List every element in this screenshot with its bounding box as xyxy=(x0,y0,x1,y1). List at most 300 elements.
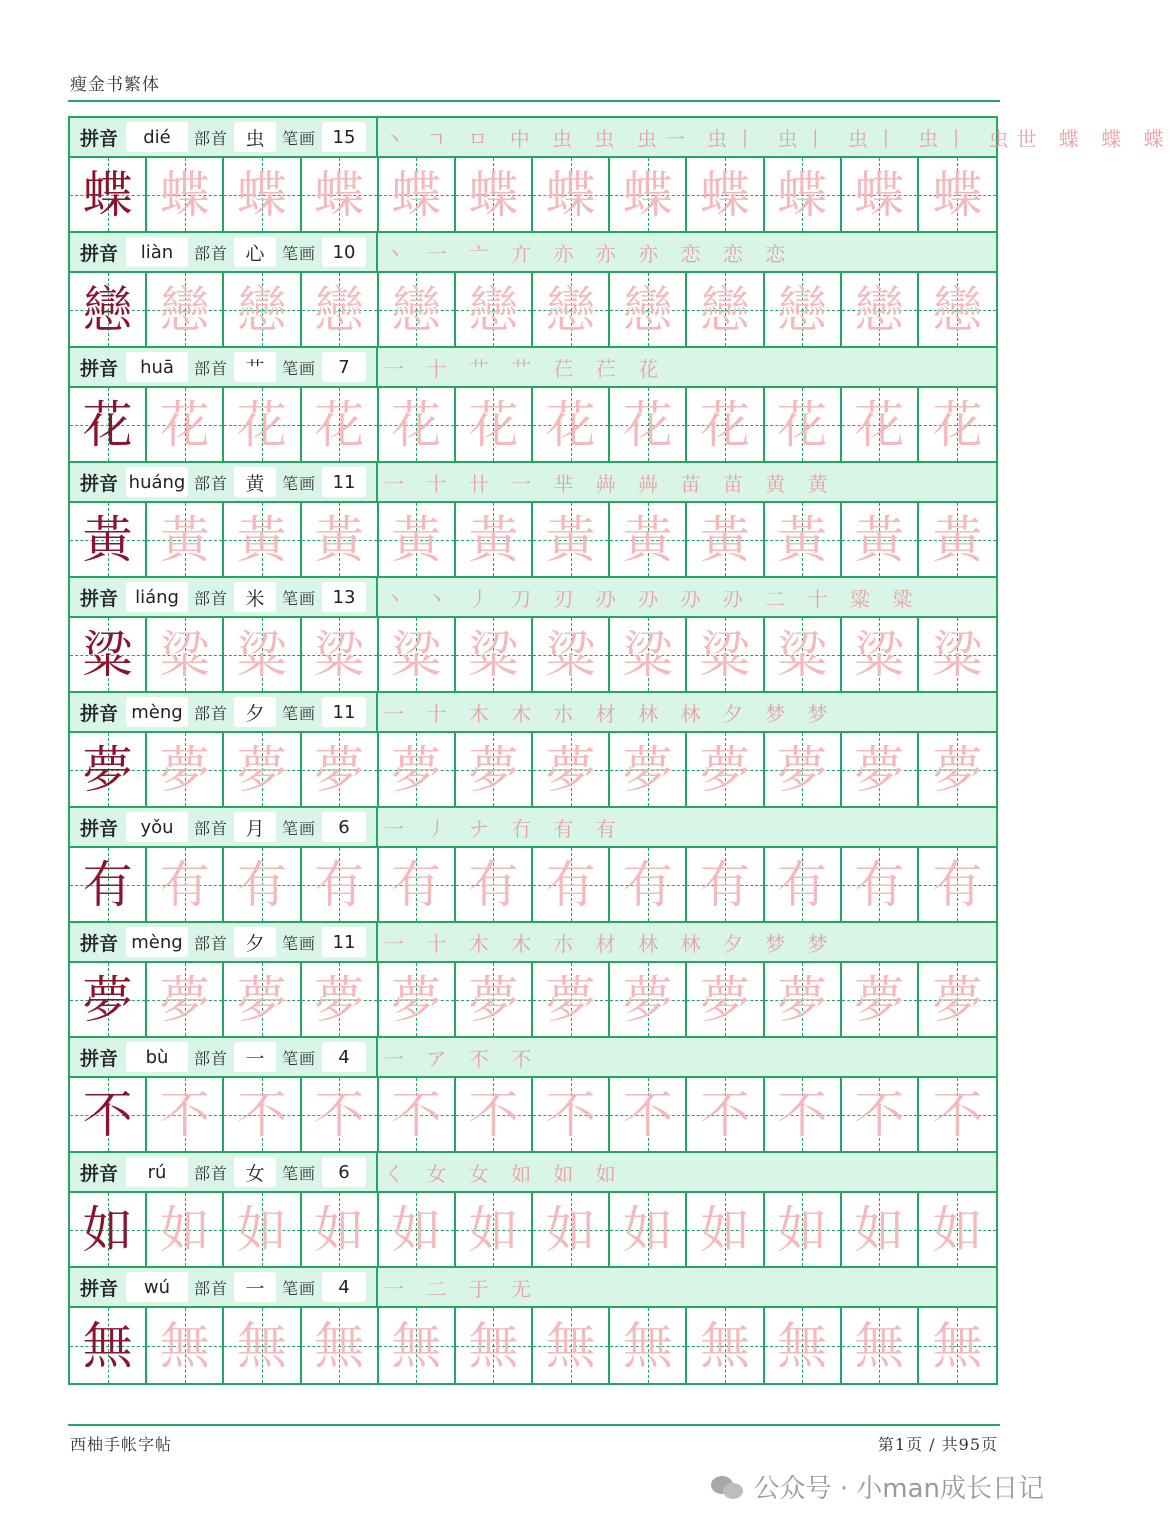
trace-cell xyxy=(765,1308,842,1383)
trace-character: 不 xyxy=(391,1085,442,1144)
info-row xyxy=(70,1153,996,1193)
page-number: 第1页 / 共95页 xyxy=(877,1435,998,1454)
trace-character: 粱 xyxy=(932,625,983,684)
pinyin-label: 拼音 xyxy=(79,1047,118,1070)
trace-cell xyxy=(379,618,456,691)
stroke-count: 6 xyxy=(322,1157,366,1187)
trace-cell xyxy=(765,1193,842,1266)
stroke-count: 4 xyxy=(322,1272,366,1302)
trace-character: 夢 xyxy=(699,740,750,799)
stroke-count: 7 xyxy=(322,352,366,382)
trace-character: 粱 xyxy=(545,625,596,684)
model-character: 無 xyxy=(82,1316,133,1375)
pinyin-value: rú xyxy=(126,1157,188,1187)
trace-character: 如 xyxy=(932,1200,983,1259)
trace-character: 有 xyxy=(314,855,365,914)
stroke-order: 一 丿 ナ 冇 有 有 xyxy=(376,808,996,846)
stroke-order: 一 二 于 无 xyxy=(376,1268,996,1306)
watermark-text: 公众号 · 小man成长日记 xyxy=(753,1474,1044,1504)
trace-cell xyxy=(456,503,533,576)
trace-character: 無 xyxy=(391,1316,442,1375)
trace-character: 花 xyxy=(777,395,828,454)
trace-cell xyxy=(147,618,224,691)
trace-cell xyxy=(302,1308,379,1383)
trace-character: 無 xyxy=(622,1316,673,1375)
trace-cell xyxy=(610,618,687,691)
pinyin-value: huáng xyxy=(126,467,188,497)
trace-character: 夢 xyxy=(699,970,750,1029)
trace-character: 戀 xyxy=(777,280,828,339)
trace-cell xyxy=(302,618,379,691)
trace-cell xyxy=(842,963,919,1036)
trace-character: 黃 xyxy=(699,510,750,569)
model-character: 蝶 xyxy=(82,165,133,224)
trace-cell xyxy=(224,733,301,806)
trace-character: 蝶 xyxy=(391,165,442,224)
trace-cell xyxy=(919,1193,996,1266)
pinyin-value: yǒu xyxy=(126,812,188,842)
radical-value: 米 xyxy=(234,582,276,612)
trace-character: 蝶 xyxy=(236,165,287,224)
trace-cell xyxy=(533,1193,610,1266)
trace-character: 有 xyxy=(699,855,750,914)
trace-character: 有 xyxy=(854,855,905,914)
model-character: 戀 xyxy=(82,280,133,339)
character-entry xyxy=(70,578,996,693)
trace-cell xyxy=(919,158,996,231)
trace-cell xyxy=(379,1308,456,1383)
radical-label: 部首 xyxy=(193,588,228,608)
stroke-count: 11 xyxy=(322,467,366,497)
trace-character: 無 xyxy=(932,1316,983,1375)
radical-label: 部首 xyxy=(193,818,228,838)
strokes-label: 笔画 xyxy=(281,933,316,953)
trace-character: 黃 xyxy=(545,510,596,569)
trace-cell xyxy=(302,848,379,921)
trace-cell xyxy=(842,503,919,576)
character-entry xyxy=(70,1268,996,1383)
trace-character: 戀 xyxy=(932,280,983,339)
trace-character: 不 xyxy=(699,1085,750,1144)
trace-character: 粱 xyxy=(236,625,287,684)
trace-cell xyxy=(610,963,687,1036)
trace-character: 粱 xyxy=(777,625,828,684)
strokes-label: 笔画 xyxy=(281,818,316,838)
info-row xyxy=(70,578,996,618)
trace-cell xyxy=(147,1193,224,1266)
trace-cell xyxy=(842,1308,919,1383)
trace-cell xyxy=(842,733,919,806)
stroke-order: 一 十 木 木 朩 材 林 林 夕 梦 梦 xyxy=(376,923,996,961)
trace-cell xyxy=(533,963,610,1036)
info-row xyxy=(70,233,996,273)
trace-character: 戀 xyxy=(159,280,210,339)
page-header-title: 瘦金书繁体 xyxy=(70,75,160,95)
radical-value: 月 xyxy=(234,812,276,842)
trace-character: 不 xyxy=(932,1085,983,1144)
trace-cell xyxy=(919,503,996,576)
trace-cell xyxy=(533,733,610,806)
stroke-count: 10 xyxy=(322,237,366,267)
trace-character: 無 xyxy=(854,1316,905,1375)
footer-brand: 西柚手帐字帖 xyxy=(70,1435,173,1454)
trace-cell xyxy=(302,503,379,576)
trace-character: 如 xyxy=(468,1200,519,1259)
trace-character: 不 xyxy=(777,1085,828,1144)
trace-character: 黃 xyxy=(932,510,983,569)
radical-label: 部首 xyxy=(193,1048,228,1068)
character-entry xyxy=(70,1038,996,1153)
trace-character: 夢 xyxy=(932,970,983,1029)
trace-character: 不 xyxy=(854,1085,905,1144)
pinyin-value: liáng xyxy=(126,582,188,612)
trace-character: 不 xyxy=(545,1085,596,1144)
trace-cell xyxy=(147,503,224,576)
practice-grid-row xyxy=(70,848,996,923)
trace-character: 粱 xyxy=(622,625,673,684)
trace-character: 無 xyxy=(236,1316,287,1375)
trace-character: 如 xyxy=(391,1200,442,1259)
model-character: 如 xyxy=(82,1200,133,1259)
strokes-label: 笔画 xyxy=(281,588,316,608)
trace-character: 夢 xyxy=(314,970,365,1029)
practice-sheet xyxy=(68,116,1172,1385)
trace-cell xyxy=(147,848,224,921)
pinyin-label: 拼音 xyxy=(79,1162,118,1185)
pinyin-value: liàn xyxy=(126,237,188,267)
trace-cell xyxy=(379,1193,456,1266)
strokes-label: 笔画 xyxy=(281,703,316,723)
stroke-count: 13 xyxy=(322,582,366,612)
model-cell xyxy=(70,1193,147,1266)
trace-cell xyxy=(919,1308,996,1383)
footer-rule xyxy=(68,1424,1000,1426)
character-entry xyxy=(70,233,996,348)
model-cell xyxy=(70,503,147,576)
trace-character: 花 xyxy=(932,395,983,454)
trace-character: 夢 xyxy=(545,970,596,1029)
stroke-count: 4 xyxy=(322,1042,366,1072)
trace-cell xyxy=(842,848,919,921)
trace-cell xyxy=(224,503,301,576)
trace-cell xyxy=(919,733,996,806)
pinyin-value: mèng xyxy=(126,697,188,727)
trace-cell xyxy=(533,158,610,231)
radical-value: 艹 xyxy=(234,352,276,382)
trace-cell xyxy=(302,158,379,231)
trace-character: 戀 xyxy=(854,280,905,339)
trace-cell xyxy=(610,273,687,346)
strokes-label: 笔画 xyxy=(281,1048,316,1068)
wechat-icon xyxy=(711,1474,745,1500)
trace-cell xyxy=(456,963,533,1036)
trace-cell xyxy=(687,963,764,1036)
radical-value: 虫 xyxy=(234,122,276,152)
trace-cell xyxy=(456,388,533,461)
strokes-label: 笔画 xyxy=(281,358,316,378)
trace-character: 夢 xyxy=(622,970,673,1029)
trace-character: 蝶 xyxy=(468,165,519,224)
info-row xyxy=(70,348,996,388)
trace-cell xyxy=(302,273,379,346)
pinyin-value: bù xyxy=(126,1042,188,1072)
trace-cell xyxy=(379,733,456,806)
trace-cell xyxy=(302,388,379,461)
trace-cell xyxy=(687,618,764,691)
trace-character: 粱 xyxy=(391,625,442,684)
trace-character: 黃 xyxy=(854,510,905,569)
trace-character: 不 xyxy=(159,1085,210,1144)
trace-character: 有 xyxy=(622,855,673,914)
trace-character: 夢 xyxy=(236,740,287,799)
radical-value: 黄 xyxy=(234,467,276,497)
trace-cell xyxy=(842,1078,919,1151)
trace-character: 戀 xyxy=(236,280,287,339)
trace-cell xyxy=(224,963,301,1036)
trace-character: 黃 xyxy=(159,510,210,569)
practice-grid-row xyxy=(70,618,996,693)
trace-cell xyxy=(533,273,610,346)
model-character: 不 xyxy=(82,1085,133,1144)
trace-character: 有 xyxy=(932,855,983,914)
trace-character: 夢 xyxy=(159,970,210,1029)
trace-character: 無 xyxy=(699,1316,750,1375)
trace-cell xyxy=(687,158,764,231)
stroke-count: 11 xyxy=(322,927,366,957)
pinyin-label: 拼音 xyxy=(79,242,118,265)
trace-cell xyxy=(842,273,919,346)
model-cell xyxy=(70,733,147,806)
trace-character: 黃 xyxy=(391,510,442,569)
trace-cell xyxy=(687,503,764,576)
trace-cell xyxy=(147,1078,224,1151)
pinyin-label: 拼音 xyxy=(79,587,118,610)
trace-cell xyxy=(456,848,533,921)
radical-value: 心 xyxy=(234,237,276,267)
trace-character: 如 xyxy=(314,1200,365,1259)
trace-character: 花 xyxy=(314,395,365,454)
radical-value: 一 xyxy=(234,1042,276,1072)
trace-character: 夢 xyxy=(777,740,828,799)
trace-cell xyxy=(379,503,456,576)
trace-character: 戀 xyxy=(468,280,519,339)
trace-character: 粱 xyxy=(314,625,365,684)
trace-character: 蝶 xyxy=(622,165,673,224)
trace-cell xyxy=(765,618,842,691)
trace-character: 蝶 xyxy=(932,165,983,224)
trace-cell xyxy=(765,1078,842,1151)
trace-character: 無 xyxy=(314,1316,365,1375)
stroke-order: く 女 女 如 如 如 xyxy=(376,1153,996,1191)
trace-cell xyxy=(302,733,379,806)
model-character: 黃 xyxy=(82,510,133,569)
stroke-order: 一 十 木 木 朩 材 林 林 夕 梦 梦 xyxy=(376,693,996,731)
model-cell xyxy=(70,1308,147,1383)
trace-character: 夢 xyxy=(468,740,519,799)
pinyin-label: 拼音 xyxy=(79,932,118,955)
trace-character: 如 xyxy=(699,1200,750,1259)
model-cell xyxy=(70,158,147,231)
info-row xyxy=(70,1268,996,1308)
trace-character: 粱 xyxy=(468,625,519,684)
trace-cell xyxy=(610,1308,687,1383)
model-cell xyxy=(70,963,147,1036)
trace-cell xyxy=(224,388,301,461)
info-row xyxy=(70,808,996,848)
character-entry xyxy=(70,808,996,923)
trace-cell xyxy=(765,273,842,346)
trace-cell xyxy=(610,388,687,461)
model-character: 夢 xyxy=(82,970,133,1029)
stroke-count: 6 xyxy=(322,812,366,842)
model-character: 花 xyxy=(82,395,133,454)
radical-label: 部首 xyxy=(193,703,228,723)
trace-cell xyxy=(533,848,610,921)
trace-cell xyxy=(533,503,610,576)
trace-character: 如 xyxy=(236,1200,287,1259)
info-row xyxy=(70,463,996,503)
character-entry xyxy=(70,923,996,1038)
radical-value: 女 xyxy=(234,1157,276,1187)
trace-cell xyxy=(610,848,687,921)
stroke-order: 丶 一 亠 亣 亦 亦 亦 恋 恋 恋 xyxy=(376,233,996,271)
radical-label: 部首 xyxy=(193,358,228,378)
trace-character: 夢 xyxy=(622,740,673,799)
trace-cell xyxy=(687,848,764,921)
trace-cell xyxy=(610,1078,687,1151)
trace-character: 有 xyxy=(777,855,828,914)
pinyin-label: 拼音 xyxy=(79,817,118,840)
trace-character: 戀 xyxy=(622,280,673,339)
trace-character: 戀 xyxy=(699,280,750,339)
character-entry xyxy=(70,118,1172,233)
pinyin-label: 拼音 xyxy=(79,357,118,380)
trace-cell xyxy=(224,158,301,231)
trace-cell xyxy=(224,1078,301,1151)
trace-cell xyxy=(533,388,610,461)
trace-cell xyxy=(765,503,842,576)
trace-character: 花 xyxy=(854,395,905,454)
pinyin-label: 拼音 xyxy=(79,702,118,725)
practice-grid-row xyxy=(70,963,996,1038)
trace-cell xyxy=(379,1078,456,1151)
trace-cell xyxy=(456,273,533,346)
trace-character: 不 xyxy=(622,1085,673,1144)
trace-character: 戀 xyxy=(314,280,365,339)
strokes-label: 笔画 xyxy=(281,243,316,263)
pinyin-value: huā xyxy=(126,352,188,382)
trace-cell xyxy=(224,1308,301,1383)
trace-cell xyxy=(456,618,533,691)
radical-label: 部首 xyxy=(193,473,228,493)
practice-grid-row xyxy=(70,1078,996,1153)
trace-cell xyxy=(456,1308,533,1383)
trace-character: 夢 xyxy=(391,970,442,1029)
trace-cell xyxy=(919,963,996,1036)
stroke-order: 丶 丶 丿 刀 刃 刅 刅 刅 刅 二 十 粱 粱 xyxy=(376,578,996,616)
trace-cell xyxy=(224,1193,301,1266)
trace-cell xyxy=(379,388,456,461)
info-row xyxy=(70,1038,996,1078)
trace-cell xyxy=(302,1078,379,1151)
character-entry xyxy=(70,348,996,463)
trace-cell xyxy=(919,618,996,691)
trace-character: 夢 xyxy=(854,970,905,1029)
pinyin-label: 拼音 xyxy=(79,1277,118,1300)
pinyin-value: mèng xyxy=(126,927,188,957)
practice-grid-row xyxy=(70,273,996,348)
trace-cell xyxy=(147,273,224,346)
model-cell xyxy=(70,848,147,921)
trace-character: 有 xyxy=(159,855,210,914)
model-cell xyxy=(70,388,147,461)
radical-value: 夕 xyxy=(234,697,276,727)
strokes-label: 笔画 xyxy=(281,473,316,493)
trace-cell xyxy=(842,388,919,461)
radical-label: 部首 xyxy=(193,1278,228,1298)
trace-character: 夢 xyxy=(777,970,828,1029)
header-rule xyxy=(68,100,1000,102)
trace-cell xyxy=(842,1193,919,1266)
character-entry xyxy=(70,463,996,578)
trace-cell xyxy=(610,158,687,231)
pinyin-value: wú xyxy=(126,1272,188,1302)
trace-cell xyxy=(533,1078,610,1151)
trace-character: 夢 xyxy=(545,740,596,799)
trace-character: 無 xyxy=(159,1316,210,1375)
practice-grid-row xyxy=(70,733,996,808)
trace-cell xyxy=(456,733,533,806)
trace-character: 夢 xyxy=(391,740,442,799)
trace-cell xyxy=(379,273,456,346)
trace-cell xyxy=(456,1193,533,1266)
trace-cell xyxy=(147,158,224,231)
trace-character: 有 xyxy=(391,855,442,914)
pinyin-value: dié xyxy=(126,122,188,152)
trace-cell xyxy=(919,1078,996,1151)
trace-cell xyxy=(302,963,379,1036)
trace-character: 蝶 xyxy=(545,165,596,224)
pinyin-label: 拼音 xyxy=(79,127,118,150)
trace-cell xyxy=(765,388,842,461)
trace-character: 夢 xyxy=(236,970,287,1029)
trace-character: 有 xyxy=(545,855,596,914)
trace-character: 粱 xyxy=(854,625,905,684)
trace-character: 黃 xyxy=(314,510,365,569)
trace-cell xyxy=(533,618,610,691)
trace-character: 戀 xyxy=(391,280,442,339)
practice-grid-row xyxy=(70,1308,996,1383)
character-entry xyxy=(70,1153,996,1268)
trace-character: 無 xyxy=(468,1316,519,1375)
trace-character: 蝶 xyxy=(159,165,210,224)
trace-character: 黃 xyxy=(236,510,287,569)
info-row xyxy=(70,118,1172,158)
trace-character: 如 xyxy=(777,1200,828,1259)
trace-cell xyxy=(456,1078,533,1151)
trace-cell xyxy=(302,1193,379,1266)
trace-cell xyxy=(919,273,996,346)
stroke-count: 11 xyxy=(322,697,366,727)
trace-cell xyxy=(687,733,764,806)
trace-cell xyxy=(533,1308,610,1383)
watermark xyxy=(711,1468,1044,1505)
trace-character: 黃 xyxy=(777,510,828,569)
trace-character: 蝶 xyxy=(699,165,750,224)
trace-cell xyxy=(687,1193,764,1266)
trace-character: 花 xyxy=(468,395,519,454)
trace-cell xyxy=(687,273,764,346)
